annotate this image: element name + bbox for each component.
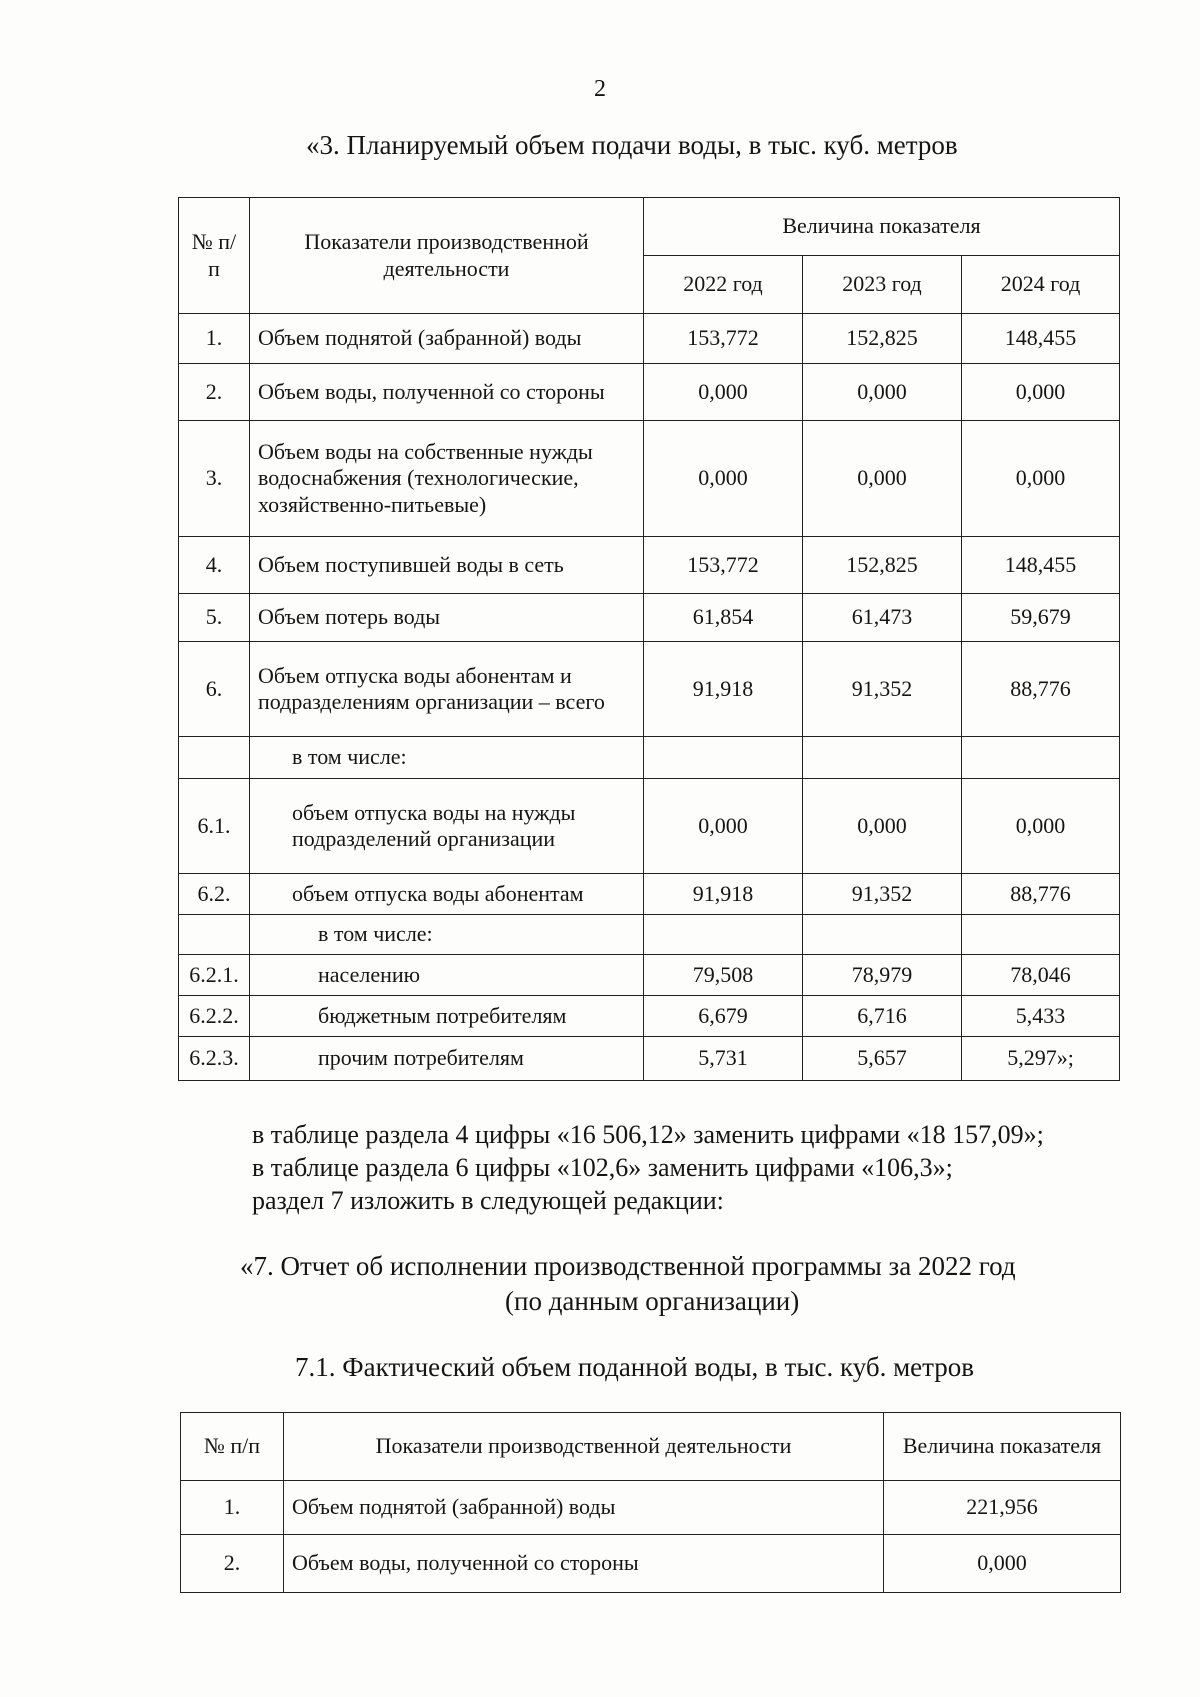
value-2023 bbox=[803, 737, 962, 779]
row-label: Объем поступившей воды в сеть bbox=[250, 537, 644, 594]
row-value: 0,000 bbox=[884, 1535, 1121, 1593]
value-2024: 59,679 bbox=[962, 594, 1120, 642]
value-2022: 0,000 bbox=[644, 421, 803, 537]
value-2024: 148,455 bbox=[962, 314, 1120, 364]
row-number bbox=[179, 915, 250, 955]
value-2023: 78,979 bbox=[803, 955, 962, 996]
actual-water-supply-table bbox=[180, 1412, 1121, 1593]
table-row bbox=[179, 364, 1120, 421]
row-label: Объем поднятой (забранной) воды bbox=[250, 314, 644, 364]
value-2022: 0,000 bbox=[644, 779, 803, 874]
column-header-indicator: Показатели производственной деятельности bbox=[250, 198, 644, 314]
row-number: 5. bbox=[179, 594, 250, 642]
column-header-indicator: Показатели производственной деятельности bbox=[284, 1413, 884, 1481]
table-row bbox=[179, 1037, 1120, 1081]
value-2023: 152,825 bbox=[803, 537, 962, 594]
value-2022: 153,772 bbox=[644, 537, 803, 594]
table-row bbox=[179, 955, 1120, 996]
table-row bbox=[179, 594, 1120, 642]
table-row bbox=[179, 915, 1120, 955]
row-number: 6.1. bbox=[179, 779, 250, 874]
column-header-number: № п/п bbox=[179, 198, 250, 314]
value-2024: 0,000 bbox=[962, 421, 1120, 537]
value-2024: 88,776 bbox=[962, 874, 1120, 915]
table-row bbox=[179, 642, 1120, 737]
value-2022: 153,772 bbox=[644, 314, 803, 364]
value-2024: 0,000 bbox=[962, 364, 1120, 421]
section-7-title-note: (по данным организации) bbox=[505, 1286, 800, 1316]
row-number: 3. bbox=[179, 421, 250, 537]
table-row bbox=[179, 314, 1120, 364]
column-header-value: Величина показателя bbox=[884, 1413, 1121, 1481]
value-2024: 88,776 bbox=[962, 642, 1120, 737]
value-2023: 91,352 bbox=[803, 874, 962, 915]
row-label: Объем отпуска воды абонентам и подразделениям организации – всего bbox=[250, 642, 644, 737]
amendment-line: раздел 7 изложить в следующей редакции: bbox=[252, 1186, 724, 1215]
value-2022: 91,918 bbox=[644, 874, 803, 915]
row-label: в том числе: bbox=[250, 737, 644, 779]
value-2023: 91,352 bbox=[803, 642, 962, 737]
row-label: Объем воды на собственные нужды водоснабжения (технологические, хозяйственно-питьевые) bbox=[250, 421, 644, 537]
row-label: населению bbox=[250, 955, 644, 996]
table-row bbox=[179, 874, 1120, 915]
row-number: 1. bbox=[179, 314, 250, 364]
table-row bbox=[179, 779, 1120, 874]
value-2023: 61,473 bbox=[803, 594, 962, 642]
column-header-number: № п/п bbox=[181, 1413, 284, 1481]
row-label: Объем поднятой (забранной) воды bbox=[284, 1481, 884, 1535]
value-2023: 0,000 bbox=[803, 364, 962, 421]
row-label: объем отпуска воды абонентам bbox=[250, 874, 644, 915]
table-row bbox=[181, 1535, 1121, 1593]
value-2024: 5,297»; bbox=[962, 1037, 1120, 1081]
row-label: бюджетным потребителям bbox=[250, 996, 644, 1037]
value-2023: 152,825 bbox=[803, 314, 962, 364]
row-label: в том числе: bbox=[250, 915, 644, 955]
value-2024: 5,433 bbox=[962, 996, 1120, 1037]
amendment-line: в таблице раздела 6 цифры «102,6» заменить цифрами «106,3»; bbox=[252, 1153, 953, 1182]
value-2023: 6,716 bbox=[803, 996, 962, 1037]
table-row bbox=[179, 996, 1120, 1037]
value-2022: 79,508 bbox=[644, 955, 803, 996]
row-number: 6.2.3. bbox=[179, 1037, 250, 1081]
row-number: 6.2.2. bbox=[179, 996, 250, 1037]
value-2022: 6,679 bbox=[644, 996, 803, 1037]
row-number: 6.2.1. bbox=[179, 955, 250, 996]
value-2024 bbox=[962, 737, 1120, 779]
row-number: 6.2. bbox=[179, 874, 250, 915]
row-number: 2. bbox=[181, 1535, 284, 1593]
value-2022 bbox=[644, 737, 803, 779]
value-2022: 91,918 bbox=[644, 642, 803, 737]
row-label: объем отпуска воды на нужды подразделений организации bbox=[250, 779, 644, 874]
value-2022: 61,854 bbox=[644, 594, 803, 642]
table-row bbox=[181, 1481, 1121, 1535]
value-2024: 0,000 bbox=[962, 779, 1120, 874]
value-2022 bbox=[644, 915, 803, 955]
section-7-1-title: 7.1. Фактический объем поданной воды, в тыс. куб. метров bbox=[295, 1352, 975, 1382]
column-header-value-group: Величина показателя bbox=[644, 198, 1120, 256]
value-2022: 0,000 bbox=[644, 364, 803, 421]
table-row bbox=[179, 737, 1120, 779]
row-label: Объем воды, полученной со стороны bbox=[250, 364, 644, 421]
row-label: прочим потребителям bbox=[250, 1037, 644, 1081]
row-value: 221,956 bbox=[884, 1481, 1121, 1535]
row-label: Объем потерь воды bbox=[250, 594, 644, 642]
row-number: 1. bbox=[181, 1481, 284, 1535]
value-2023: 0,000 bbox=[803, 779, 962, 874]
value-2023: 5,657 bbox=[803, 1037, 962, 1081]
amendment-line: в таблице раздела 4 цифры «16 506,12» заменить цифрами «18 157,09»; bbox=[252, 1120, 1044, 1149]
section-7-title: «7. Отчет об исполнении производственной программы за 2022 год bbox=[240, 1251, 1016, 1281]
table-row bbox=[179, 537, 1120, 594]
row-number: 6. bbox=[179, 642, 250, 737]
value-2022: 5,731 bbox=[644, 1037, 803, 1081]
row-label: Объем воды, полученной со стороны bbox=[284, 1535, 884, 1593]
section-3-title: «3. Планируемый объем подачи воды, в тыс. куб. метров bbox=[306, 130, 958, 160]
planned-water-supply-table bbox=[178, 197, 1120, 1081]
row-number: 2. bbox=[179, 364, 250, 421]
row-number: 4. bbox=[179, 537, 250, 594]
amendment-paragraph bbox=[252, 1118, 1044, 1217]
page-number: 2 bbox=[594, 76, 606, 102]
value-2023: 0,000 bbox=[803, 421, 962, 537]
value-2023 bbox=[803, 915, 962, 955]
value-2024 bbox=[962, 915, 1120, 955]
table-row bbox=[179, 421, 1120, 537]
column-header-year-2022: 2022 год bbox=[644, 256, 803, 314]
value-2024: 78,046 bbox=[962, 955, 1120, 996]
row-number bbox=[179, 737, 250, 779]
column-header-year-2024: 2024 год bbox=[962, 256, 1120, 314]
value-2024: 148,455 bbox=[962, 537, 1120, 594]
column-header-year-2023: 2023 год bbox=[803, 256, 962, 314]
